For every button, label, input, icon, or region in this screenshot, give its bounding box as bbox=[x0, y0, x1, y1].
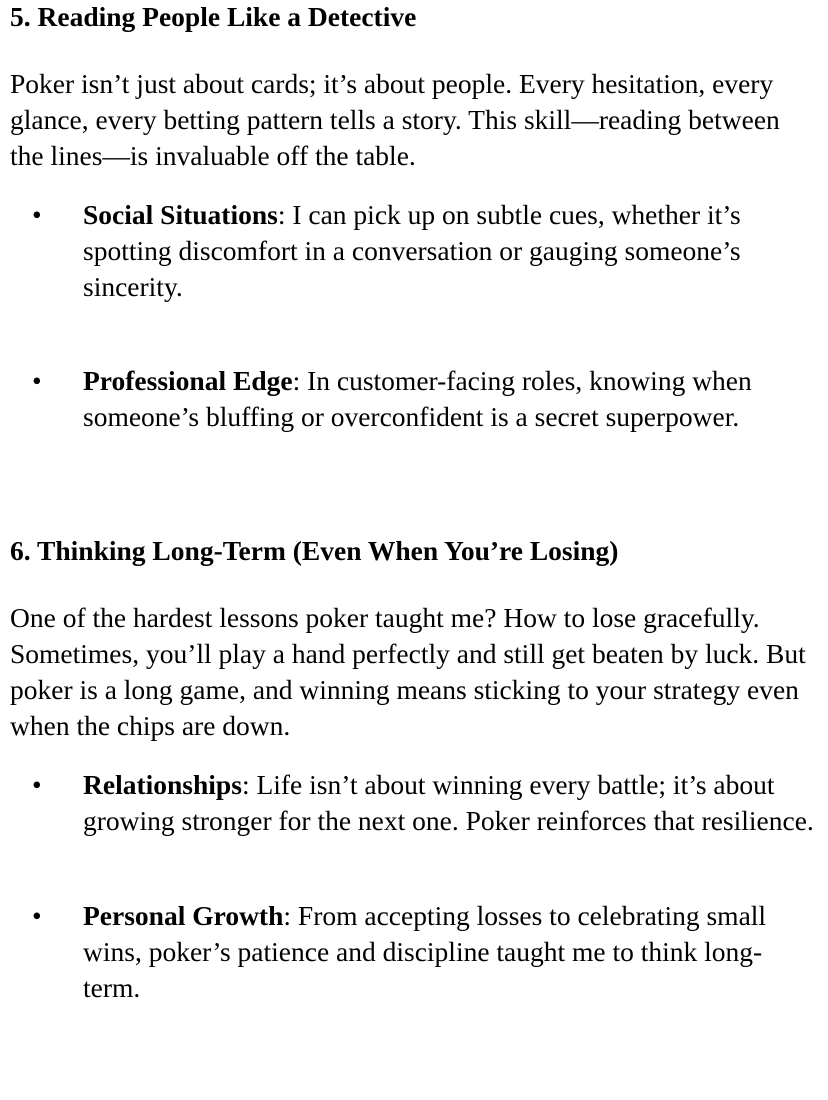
section-5-bullet-list bbox=[10, 197, 815, 435]
bullet-term: Personal Growth bbox=[83, 900, 284, 931]
bullet-term: Relationships bbox=[83, 769, 242, 800]
bullet-text: : From accepting losses to celebrating small wins, poker’s patience and discipline taught me to think long-term. bbox=[83, 900, 767, 1003]
section-5-paragraph: Poker isn’t just about cards; it’s about people. Every hesitation, every glance, every betting pattern tells a story. This skill—reading between the lines—is invaluable off the table. bbox=[10, 68, 780, 171]
section-5-heading: 5. Reading People Like a Detective bbox=[10, 1, 417, 32]
section-6-bullet-list bbox=[10, 767, 815, 1006]
bullet-icon: • bbox=[32, 199, 42, 230]
section-6-paragraph: One of the hardest lessons poker taught me? How to lose gracefully. Sometimes, you’ll play a hand perfectly and still get beaten by luck. But poker is a long game, and winning means sticking to your strategy even when the chips are down. bbox=[10, 602, 806, 741]
list-item bbox=[10, 767, 815, 839]
bullet-text: : Life isn’t about winning every battle; it’s about growing stronger for the next one. Poker reinforces that resilience. bbox=[83, 769, 814, 836]
bullet-icon: • bbox=[32, 769, 42, 800]
bullet-term: Professional Edge bbox=[83, 365, 293, 396]
bullet-text: : In customer-facing roles, knowing when someone’s bluffing or overconfident is a secret superpower. bbox=[83, 365, 752, 432]
list-item bbox=[10, 197, 815, 305]
section-6-heading: 6. Thinking Long-Term (Even When You’re Losing) bbox=[10, 535, 619, 566]
list-item bbox=[10, 898, 815, 1006]
bullet-icon: • bbox=[32, 900, 42, 931]
bullet-term: Social Situations bbox=[83, 199, 278, 230]
bullet-text: : I can pick up on subtle cues, whether it’s spotting discomfort in a conversation or gauging someone’s sincerity. bbox=[83, 199, 741, 302]
bullet-icon: • bbox=[32, 365, 42, 396]
list-item bbox=[10, 363, 815, 435]
